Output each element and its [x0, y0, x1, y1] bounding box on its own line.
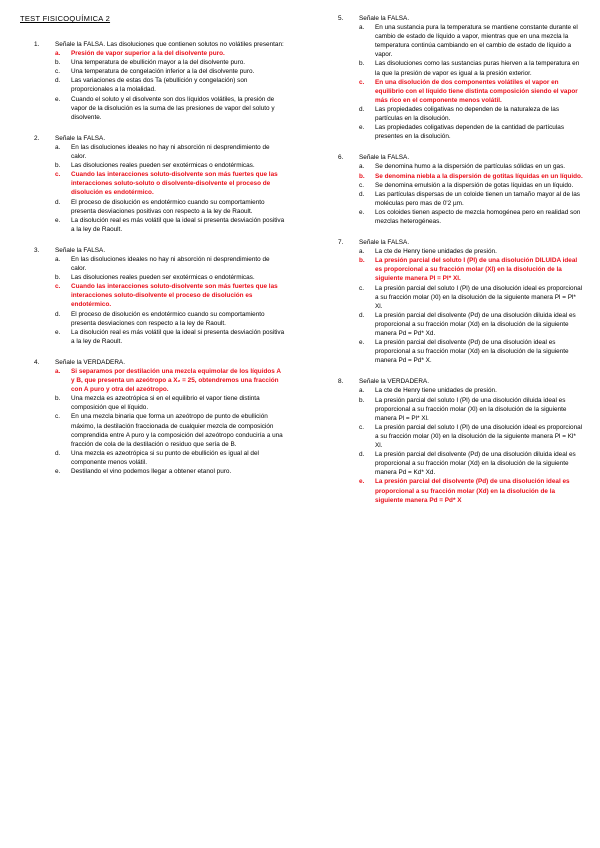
answer-option — [359, 105, 584, 123]
option-text: El proceso de disolución es endotérmico cuando su comportamiento presenta desviaciones positivas con respecto a la ley de Raoult. — [71, 198, 265, 215]
question-header — [338, 377, 584, 386]
option-text: La disolución real es más volátil que la ideal si presenta desviación positiva a la ley de Raoult. — [71, 216, 285, 233]
document-title: TEST FISICOQUÍMICA 2 — [20, 14, 111, 23]
question-block — [34, 40, 286, 122]
question-header — [34, 134, 286, 143]
option-letter: e. — [55, 328, 61, 336]
option-letter: d. — [359, 105, 365, 113]
option-text: La cte de Henry tiene unidades de presión. — [375, 387, 497, 395]
answer-option-highlighted — [359, 477, 584, 504]
question-prompt: Señale la FALSA. — [55, 134, 106, 142]
option-letter: c. — [359, 284, 364, 292]
option-text: La presión parcial del soluto I (Pl) de una disolución ideal es proporcional a su fracción molar (Xl) en la disolución de la siguiente manera Pl = Pl* Xl. — [375, 284, 583, 310]
answer-option — [55, 161, 286, 170]
question-header — [34, 246, 286, 255]
option-letter: e. — [359, 339, 365, 347]
option-text: Las disoluciones reales pueden ser exotérmicas o endotérmicas. — [71, 162, 255, 170]
option-letter: b. — [55, 274, 61, 282]
option-text: En las disoluciones ideales no hay ni absorción ni desprendimiento de calor. — [71, 255, 270, 273]
answer-option — [55, 143, 286, 161]
question-number: 7. — [338, 239, 344, 247]
option-letter: a. — [359, 163, 365, 171]
option-text: Los coloides tienen aspecto de mezcla homogénea pero en realidad son mezclas heterogéneas. — [375, 208, 581, 225]
option-text: Presión de vapor superior a la del disolvente puro. — [71, 50, 225, 58]
answer-option-highlighted — [359, 78, 584, 105]
option-letter: c. — [359, 181, 364, 189]
answer-option — [55, 216, 286, 234]
option-text: Una mezcla es azeotrópica si en el equilibrio el vapor tiene distinta composición que el líquido. — [71, 395, 260, 412]
option-letter: e. — [359, 124, 365, 132]
answer-option — [55, 449, 286, 467]
answer-option — [359, 181, 584, 190]
question-prompt: Señale la VERDADERA. — [55, 358, 125, 366]
option-letter: d. — [55, 310, 61, 318]
answer-option — [55, 95, 286, 122]
answer-option-highlighted — [359, 256, 584, 283]
question-number: 4. — [34, 358, 40, 366]
option-text: La presión parcial del soluto I (Pl) de una disolución diluida ideal es proporcional a su fracción molar (Xl) en la disolución de la siguiente manera Pl = Pl* Xl. — [375, 396, 567, 422]
option-text: La disolución real es más volátil que la ideal si presenta desviación positiva a la ley de Raoult. — [71, 328, 285, 345]
answer-option — [359, 59, 584, 77]
question-header — [338, 14, 584, 23]
option-letter: a. — [359, 248, 365, 256]
question-block — [338, 14, 584, 141]
option-letter: b. — [55, 395, 61, 403]
option-letter: b. — [359, 60, 365, 68]
question-number: 2. — [34, 134, 40, 142]
left-question-column — [34, 40, 286, 488]
answer-option — [55, 58, 286, 67]
option-letter: c. — [55, 171, 61, 179]
option-text: La presión parcial del soluto I (Pl) de una disolución DILUIDA ideal es proporcional a su fracción molar (Xl) en la disolución de la siguiente manera Pl = Pl* Xl. — [375, 257, 578, 283]
option-letter: b. — [55, 59, 61, 67]
option-text: Cuando el soluto y el disolvente son dos líquidos volátiles, la presión de vapor de la disolución es la suma de las presiones de vapor del soluto y disolvente. — [71, 95, 275, 121]
answer-option — [55, 198, 286, 216]
option-text: En una mezcla binaria que forma un azeótropo de punto de ebullición máximo, la destilación fraccionada de cualquier mezcla de composición comprendida entre A puro y la composición del azeótropo conduciría a una fracción de cola de la destilación o residuo que sería de B. — [71, 413, 283, 448]
option-letter: b. — [359, 396, 365, 404]
option-text: Una mezcla es azeotrópica si su punto de ebullición es igual al del componente menos volátil. — [71, 449, 259, 466]
option-text: La presión parcial del disolvente (Pd) de una disolución diluida ideal es proporcional a su fracción molar (Xd) en la disolución de la siguiente manera Pd = Kd* Xd. — [375, 451, 576, 477]
answer-option-highlighted — [55, 367, 286, 394]
answer-option — [359, 338, 584, 365]
option-letter: b. — [55, 162, 61, 170]
answer-option — [55, 467, 286, 476]
question-prompt: Señale la VERDADERA. — [359, 378, 429, 386]
option-text: Las disoluciones como las sustancias puras hierven a la temperatura en la que la presión de vapor es igual a la presión exterior. — [375, 60, 580, 77]
option-text: Se denomina humo a la dispersión de partículas sólidas en un gas. — [375, 163, 566, 171]
answer-option — [55, 273, 286, 282]
option-text: Las propiedades coligativas dependen de la cantidad de partículas presentes en la disolución. — [375, 124, 565, 141]
option-text: Las variaciones de estas dos Ta (ebullición y congelación) son proporcionales a la molalidad. — [71, 77, 248, 94]
answer-option — [359, 386, 584, 395]
option-letter: a. — [359, 387, 365, 395]
option-letter: a. — [55, 368, 61, 375]
option-text: Se denomina niebla a la dispersión de gotitas líquidas en un líquido. — [375, 172, 583, 180]
option-letter: e. — [359, 478, 365, 486]
question-number: 5. — [338, 15, 344, 22]
question-block — [34, 246, 286, 346]
question-block — [34, 134, 286, 234]
question-prompt: Señale la FALSA. — [359, 15, 410, 22]
answer-option — [55, 394, 286, 412]
question-block — [338, 153, 584, 226]
answer-option — [55, 76, 286, 94]
answer-option — [359, 162, 584, 171]
answer-option — [55, 310, 286, 328]
question-number: 3. — [34, 246, 40, 254]
answer-option — [359, 311, 584, 338]
question-prompt: Señale la FALSA. — [359, 154, 410, 162]
answer-option — [359, 450, 584, 477]
question-header — [338, 238, 584, 247]
option-text: El proceso de disolución es endotérmico cuando su comportamiento presenta desviaciones con respecto a la ley de Raoult. — [71, 310, 265, 327]
answer-option — [359, 247, 584, 256]
option-letter: d. — [359, 311, 365, 319]
answer-option — [359, 284, 584, 311]
answer-option — [55, 255, 286, 273]
option-text: Las partículas dispersas de un coloide tienen un tamaño mayor al de las moléculas pero mas de 0'2 µm. — [375, 190, 580, 207]
option-letter: e. — [359, 208, 365, 216]
question-prompt: Señale la FALSA. Las disoluciones que contienen solutos no volátiles presentan: — [55, 41, 284, 48]
question-header — [34, 40, 286, 49]
option-text: Las disoluciones reales pueden ser exotérmicas o endotérmicas. — [71, 274, 255, 282]
answer-option — [359, 423, 584, 450]
question-header — [338, 153, 584, 162]
question-prompt: Señale la FALSA. — [359, 239, 410, 247]
option-text: Se denomina emulsión a la dispersión de gotas líquidas en un líquido. — [375, 181, 574, 189]
question-header — [34, 358, 286, 367]
option-letter: e. — [55, 95, 61, 103]
answer-option-highlighted — [55, 170, 286, 197]
option-letter: e. — [55, 216, 61, 224]
option-text: En una sustancia pura la temperatura se mantiene constante durante el cambio de estado de líquido a vapor, mientras que en una mezcla la temperatura continúa cambiando en el cambio de estado de líquido a vapor. — [375, 24, 578, 59]
option-text: Si separamos por destilación una mezcla equimolar de los líquidos A y B, que presenta un azeótropo a X₂ = 25, obtendremos una fracción con A puro y otra del azeótropo. — [71, 368, 281, 394]
answer-option-highlighted — [55, 49, 286, 58]
option-text: La presión parcial del disolvente (Pd) de una disolución diluida ideal es proporcional a su fracción molar (Xd) en la disolución de la siguiente manera Pd = Pd* Xd. — [375, 311, 576, 337]
option-letter: a. — [359, 24, 365, 32]
question-number: 8. — [338, 378, 344, 386]
option-letter: c. — [359, 78, 365, 86]
answer-option — [359, 396, 584, 423]
option-letter: b. — [359, 257, 365, 265]
answer-option — [359, 190, 584, 208]
option-letter: d. — [55, 77, 61, 85]
option-text: Destilando el vino podemos llegar a obtener etanol puro. — [71, 468, 232, 476]
option-letter: d. — [359, 451, 365, 459]
option-letter: c. — [55, 283, 61, 291]
option-text: En una disolución de dos componentes volátiles el vapor en equilibrio con el líquido tiene distinta composición siendo el vapor más rico en el componente menos volátil. — [375, 78, 578, 104]
option-text: La presión parcial del soluto I (Pl) de una disolución ideal es proporcional a su fracción molar (Xl) en la disolución de la siguiente manera Pl = Kl* Xl. — [375, 423, 583, 450]
option-letter: c. — [55, 68, 60, 76]
answer-option — [359, 23, 584, 59]
answer-option — [55, 67, 286, 76]
question-number: 6. — [338, 154, 344, 162]
question-number: 1. — [34, 41, 40, 48]
option-letter: c. — [55, 413, 60, 421]
option-letter: d. — [55, 449, 61, 457]
option-letter: a. — [55, 143, 61, 151]
option-text: Una temperatura de ebullición mayor a la del disolvente puro. — [71, 59, 246, 67]
option-letter: a. — [55, 255, 61, 263]
question-block — [338, 238, 584, 365]
option-letter: b. — [359, 172, 365, 180]
question-block — [338, 377, 584, 504]
option-text: La cte de Henry tiene unidades de presión. — [375, 248, 497, 256]
answer-option — [359, 208, 584, 226]
answer-option-highlighted — [55, 282, 286, 309]
option-text: Cuando las interacciones soluto-disolvente son más fuertes que las interacciones soluto-soluto o disolvente-disolvente el proceso de disolución es endotérmico. — [71, 171, 278, 197]
answer-option-highlighted — [359, 172, 584, 181]
option-letter: a. — [55, 50, 61, 58]
option-text: La presión parcial del disolvente (Pd) de una disolución ideal es proporcional a su fracción molar (Xd) en la disolución de la siguiente manera Pd = Pd* X — [375, 478, 570, 504]
answer-option — [359, 123, 584, 141]
answer-option — [55, 412, 286, 448]
option-letter: d. — [55, 198, 61, 206]
option-letter: e. — [55, 468, 61, 476]
question-prompt: Señale la FALSA. — [55, 246, 106, 254]
option-letter: c. — [359, 423, 364, 431]
option-text: Las propiedades coligativas no dependen de la naturaleza de las partículas en la disolución. — [375, 105, 560, 123]
option-text: En las disoluciones ideales no hay ni absorción ni desprendimiento de calor. — [71, 143, 270, 161]
option-text: Cuando las interacciones soluto-disolvente son más fuertes que las interacciones soluto-disolvente el proceso de disolución es endotérmico. — [71, 283, 278, 309]
option-text: La presión parcial del disolvente (Pd) de una disolución ideal es proporcional a su fracción molar (Xd) en la disolución de la siguiente manera Pd = Pd* X. — [375, 339, 569, 365]
question-block — [34, 358, 286, 476]
option-text: Una temperatura de congelación inferior a la del disolvente puro. — [71, 68, 255, 76]
right-question-column — [338, 14, 584, 517]
answer-option — [55, 328, 286, 346]
option-letter: d. — [359, 190, 365, 198]
